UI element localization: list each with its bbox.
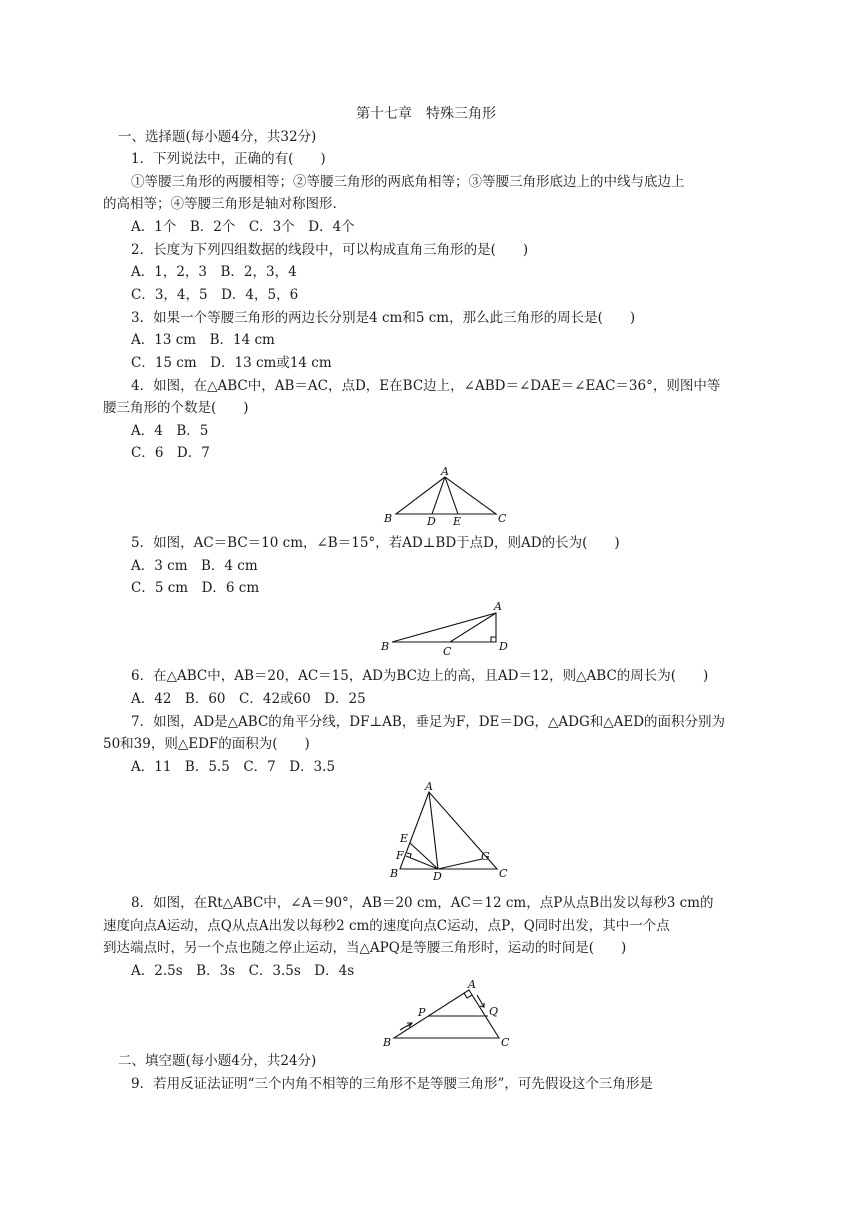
section-heading-fill: 二、填空题(每小题4分，共24分): [118, 1053, 317, 1069]
q7-label-a: A: [425, 780, 433, 793]
q4-label-a: A: [441, 465, 449, 478]
q5-label-c: C: [443, 645, 452, 658]
q8-stem-line2: 速度向点A运动，点Q从点A出发以每秒2 cm的速度向点C运动，点P，Q同时出发，其中一个点: [103, 918, 670, 934]
q1-body-line2: 的高相等；④等腰三角形是轴对称图形.: [103, 196, 337, 212]
q1-body-line1: ①等腰三角形的两腰相等；②等腰三角形的两底角相等；③等腰三角形底边上的中线与底边上: [131, 174, 685, 190]
q6-options: A．42 B．60 C．42或60 D．25: [131, 691, 366, 707]
q7-segment-df: [406, 856, 438, 869]
q7-triangle-figure: [385, 780, 515, 883]
q1-stem: 1．下列说法中，正确的有( ): [131, 151, 326, 167]
q8-stem-line3: 到达端点时，另一个点也随之停止运动，当△APQ是等腰三角形时，运动的时间是( ): [103, 940, 627, 956]
q8-label-p: P: [418, 1006, 426, 1019]
q7-label-f: F: [396, 849, 404, 862]
q4-options-line1: A．4 B．5: [131, 423, 209, 439]
q3-options-line2: C．15 cm D．13 cm或14 cm: [131, 355, 332, 371]
q7-label-b: B: [390, 867, 399, 880]
q7-segment-de: [410, 843, 438, 869]
q2-options-line2: C．3，4，5 D．4，5，6: [131, 287, 299, 303]
q5-label-b: B: [381, 640, 390, 653]
q7-segment-ad: [429, 792, 438, 869]
q7-stem-line1: 7．如图，AD是△ABC的角平分线，DF⊥AB，垂足为F，DE＝DG，△ADG和△AED的面积分别为: [131, 714, 726, 730]
q5-label-a: A: [494, 600, 502, 613]
q5-triangle-figure: [372, 600, 517, 660]
q8-options: A．2.5s B．3s C．3.5s D．4s: [131, 963, 355, 979]
q3-options-line1: A．13 cm B．14 cm: [131, 332, 275, 348]
q7-options: A．11 B．5.5 C．7 D．3.5: [131, 759, 336, 775]
q5-options-line1: A．3 cm B．4 cm: [131, 558, 258, 574]
section-heading-choice: 一、选择题(每小题4分，共32分): [118, 129, 317, 145]
q3-stem: 3．如果一个等腰三角形的两边长分别是4 cm和5 cm，那么此三角形的周长是( ): [131, 310, 636, 326]
q7-label-c: C: [499, 867, 508, 880]
q8-stem-line1: 8．如图，在Rt△ABC中，∠A＝90°，AB＝20 cm，AC＝12 cm，点P从点B出发以每秒3 cm的: [131, 895, 714, 911]
q8-label-b: B: [383, 1036, 392, 1049]
q5-triangle-abd: [392, 613, 496, 642]
q6-stem: 6．在△ABC中，AB＝20，AC＝15，AD为BC边上的高，且AD＝12，则△ABC的周长为( ): [131, 668, 709, 684]
q4-options-line2: C．6 D．7: [131, 445, 210, 461]
q1-options: A．1个 B．2个 C．3个 D．4个: [131, 219, 355, 235]
q8-triangle-figure: [378, 978, 518, 1050]
q5-right-angle-mark: [491, 637, 496, 642]
q9-stem: 9．若用反证法证明“三个内角不相等的三角形不是等腰三角形”，可先假设这个三角形是: [131, 1076, 653, 1092]
q8-label-c: C: [501, 1036, 510, 1049]
q5-segment-ac: [450, 613, 496, 642]
q4-label-e: E: [453, 515, 462, 528]
q4-triangle-abc: [396, 477, 496, 514]
q7-label-e: E: [400, 832, 409, 845]
chapter-title: 第十七章 特殊三角形: [356, 106, 496, 122]
q7-segment-dg: [438, 859, 482, 869]
q4-label-b: B: [384, 512, 393, 525]
q2-stem: 2．长度为下列四组数据的线段中，可以构成直角三角形的是( ): [131, 242, 529, 258]
q8-label-q: Q: [489, 1005, 499, 1018]
q4-stem-line1: 4．如图，在△ABC中，AB＝AC，点D，E在BC边上，∠ABD＝∠DAE＝∠EAC＝36°，则图中等: [131, 378, 721, 394]
q5-stem: 5．如图，AC＝BC＝10 cm，∠B＝15°，若AD⊥BD于点D，则AD的长为( ): [131, 535, 620, 551]
q4-stem-line2: 腰三角形的个数是( ): [103, 400, 249, 416]
q8-arrow-p-direction: [400, 1023, 412, 1030]
q4-label-d: D: [427, 515, 436, 528]
q4-label-c: C: [498, 512, 507, 525]
q8-label-a: A: [468, 978, 476, 991]
q4-segment-ae: [445, 477, 458, 514]
q4-triangle-figure: [378, 465, 508, 529]
q7-label-g: G: [481, 850, 490, 863]
q8-triangle-abc: [394, 990, 499, 1038]
q5-label-d: D: [499, 640, 508, 653]
q7-label-d: D: [433, 870, 442, 883]
q7-stem-line2: 50和39，则△EDF的面积为( ): [103, 736, 310, 752]
q2-options-line1: A．1，2，3 B．2，3，4: [131, 264, 297, 280]
q5-options-line2: C．5 cm D．6 cm: [131, 580, 260, 596]
